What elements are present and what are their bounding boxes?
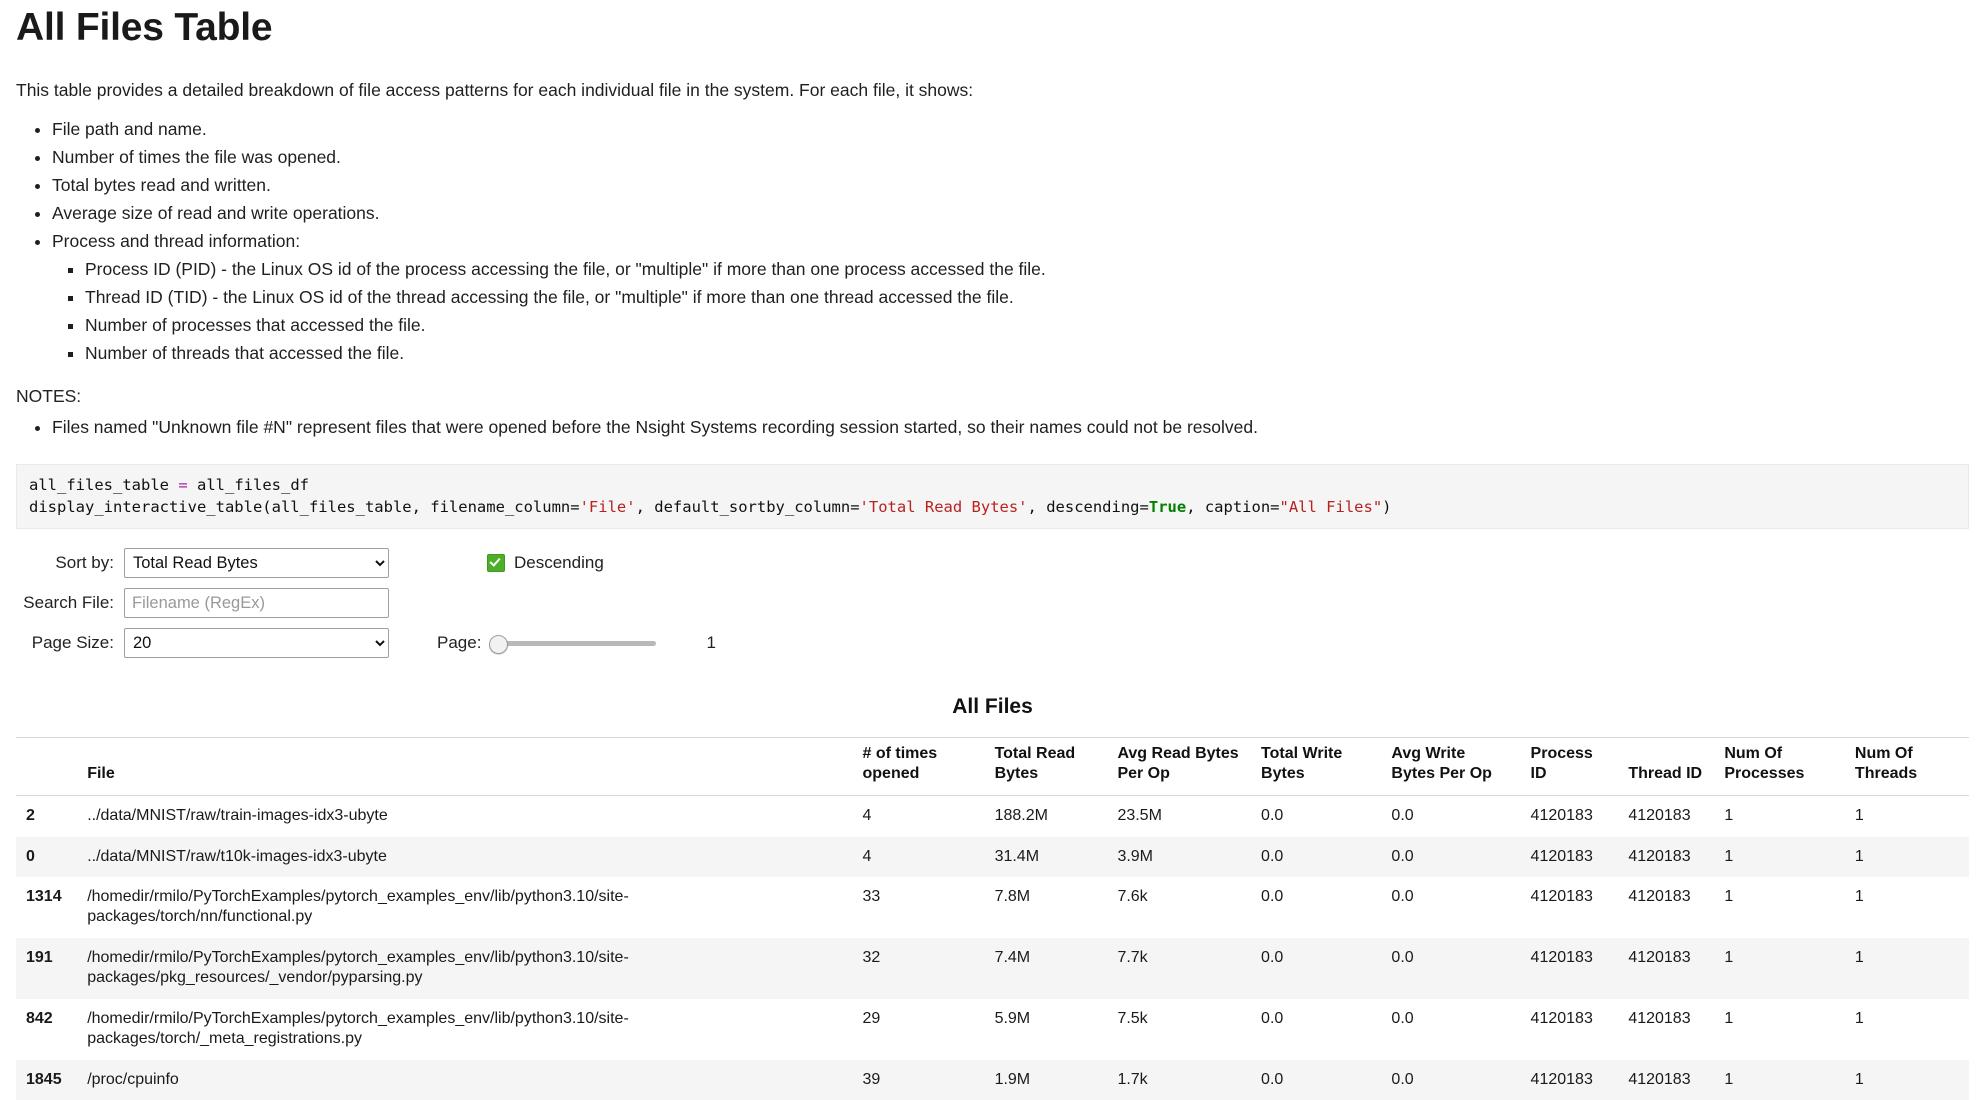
row-avg-write: 0.0 (1391, 948, 1414, 966)
row-file: /homedir/rmilo/PyTorchExamples/pytorch_examples_env/lib/python3.10/site-packages/torch/_meta_registrations.py (87, 1009, 629, 1048)
list-item: ▪ Thread ID (TID) - the Linux OS id of the thread accessing the file, or "multiple" if more than one thread accessed the file. (85, 287, 1969, 308)
row-thread-id: 4120183 (1628, 948, 1691, 966)
column-header-thread-id[interactable]: Thread ID (1618, 738, 1714, 796)
row-num-threads: 1 (1854, 948, 1864, 966)
row-process-id: 4120183 (1530, 807, 1593, 825)
search-row (16, 583, 1969, 623)
row-times-opened: 33 (862, 887, 881, 905)
sort-row (16, 543, 1969, 583)
column-header-total-write-bytes[interactable]: Total Write Bytes (1251, 738, 1381, 796)
page-size-row (16, 623, 1969, 663)
checkmark-icon[interactable] (487, 554, 505, 572)
table-row[interactable] (16, 877, 1969, 938)
list-item: ▪ Number of processes that accessed the file. (85, 315, 1969, 336)
table-body (16, 796, 1969, 1100)
code-string: 'Total Read Bytes' (859, 498, 1028, 516)
row-total-read: 5.9M (994, 1009, 1031, 1027)
page-label: Page: (437, 633, 482, 652)
row-process-id: 4120183 (1530, 1070, 1593, 1088)
row-process-id: 4120183 (1530, 887, 1593, 905)
column-header-avg-read-bytes[interactable]: Avg Read Bytes Per Op (1107, 738, 1251, 796)
process-thread-sublist (52, 259, 1969, 364)
column-header-index[interactable] (16, 738, 77, 796)
table-row[interactable] (16, 999, 1969, 1060)
row-avg-write: 0.0 (1391, 887, 1414, 905)
row-file: ../data/MNIST/raw/t10k-images-idx3-ubyte (87, 847, 387, 865)
table-row[interactable] (16, 837, 1969, 877)
descending-checkbox[interactable] (487, 553, 604, 573)
slider-handle[interactable] (489, 635, 508, 654)
row-num-processes: 1 (1724, 1070, 1734, 1088)
row-total-write: 0.0 (1261, 1070, 1284, 1088)
row-thread-id: 4120183 (1628, 847, 1691, 865)
table-caption: All Files (952, 695, 1033, 718)
row-index: 842 (26, 1009, 53, 1027)
document-page (0, 6, 1985, 1100)
column-header-file[interactable]: File (77, 738, 852, 796)
row-total-write: 0.0 (1261, 948, 1284, 966)
list-item (52, 231, 1969, 364)
row-process-id: 4120183 (1530, 847, 1593, 865)
row-file: /homedir/rmilo/PyTorchExamples/pytorch_examples_env/lib/python3.10/site-packages/torch/nn/functional.py (87, 887, 629, 926)
row-avg-read: 7.7k (1117, 948, 1148, 966)
code-suffix: ) (1382, 498, 1392, 516)
row-total-write: 0.0 (1261, 847, 1284, 865)
code-sep: , default_sortby_column= (635, 498, 860, 516)
column-header-avg-write-bytes[interactable]: Avg Write Bytes Per Op (1381, 738, 1520, 796)
column-header-times-opened[interactable]: # of times opened (853, 738, 985, 796)
row-times-opened: 4 (862, 847, 872, 865)
row-times-opened: 4 (862, 807, 872, 825)
table-row[interactable] (16, 1060, 1969, 1100)
row-num-processes: 1 (1724, 807, 1734, 825)
row-total-read: 7.8M (994, 887, 1031, 905)
notes-list (16, 417, 1969, 438)
code-operator: = (178, 476, 188, 494)
page-title: All Files Table (16, 6, 273, 49)
row-total-write: 0.0 (1261, 887, 1284, 905)
code-boolean: True (1148, 498, 1187, 516)
row-num-threads: 1 (1854, 807, 1864, 825)
row-num-threads: 1 (1854, 1009, 1864, 1027)
row-thread-id: 4120183 (1628, 1009, 1691, 1027)
row-num-threads: 1 (1854, 847, 1864, 865)
table-row[interactable] (16, 938, 1969, 999)
row-num-processes: 1 (1724, 847, 1734, 865)
row-total-read: 188.2M (994, 807, 1048, 825)
code-string: 'File' (579, 498, 636, 516)
sort-by-label: Sort by: (55, 553, 114, 572)
descending-label: Descending (514, 553, 604, 572)
row-times-opened: 32 (862, 948, 881, 966)
row-avg-read: 7.5k (1117, 1009, 1148, 1027)
column-header-num-threads[interactable]: Num Of Threads (1845, 738, 1969, 796)
row-total-read: 7.4M (994, 948, 1031, 966)
code-rhs: all_files_df (197, 476, 309, 494)
row-avg-write: 0.0 (1391, 847, 1414, 865)
row-avg-read: 1.7k (1117, 1070, 1148, 1088)
row-thread-id: 4120183 (1628, 1070, 1691, 1088)
header-row (16, 738, 1969, 796)
row-total-write: 0.0 (1261, 1009, 1284, 1027)
table-row[interactable] (16, 796, 1969, 837)
row-avg-read: 23.5M (1117, 807, 1162, 825)
code-sep: , caption= (1186, 498, 1280, 516)
row-times-opened: 29 (862, 1009, 881, 1027)
row-index: 2 (26, 807, 35, 825)
row-file: /homedir/rmilo/PyTorchExamples/pytorch_examples_env/lib/python3.10/site-packages/pkg_resources/_vendor/pyparsing.py (87, 948, 629, 987)
row-process-id: 4120183 (1530, 1009, 1593, 1027)
row-num-threads: 1 (1854, 1070, 1864, 1088)
row-num-threads: 1 (1854, 887, 1864, 905)
code-variable: all_files_table (29, 476, 169, 494)
intro-paragraph: This table provides a detailed breakdown of file access patterns for each individual file in the system. For each file, it shows: (16, 80, 974, 100)
code-string: "All Files" (1279, 498, 1383, 516)
row-num-processes: 1 (1724, 887, 1734, 905)
row-process-id: 4120183 (1530, 948, 1593, 966)
page-slider[interactable] (491, 641, 656, 646)
row-total-write: 0.0 (1261, 807, 1284, 825)
list-item: ▪ Number of threads that accessed the file. (85, 343, 1969, 364)
list-item: • Total bytes read and written. (52, 175, 1969, 196)
row-index: 1314 (26, 887, 62, 905)
table-header (16, 738, 1969, 796)
code-sep: , descending= (1027, 498, 1149, 516)
row-total-read: 31.4M (994, 847, 1040, 865)
column-header-num-processes[interactable]: Num Of Processes (1714, 738, 1845, 796)
row-avg-write: 0.0 (1391, 807, 1414, 825)
list-item-label: Process and thread information: (52, 231, 301, 251)
row-times-opened: 39 (862, 1070, 881, 1088)
page-size-label: Page Size: (31, 633, 114, 652)
list-item: • File path and name. (52, 119, 1969, 140)
row-total-read: 1.9M (994, 1070, 1031, 1088)
list-item: • Files named "Unknown file #N" represent files that were opened before the Nsight Systems recording session started, so their names could not be resolved. (52, 417, 1969, 438)
row-index: 1845 (26, 1070, 62, 1088)
list-item: ▪ Process ID (PID) - the Linux OS id of the process accessing the file, or "multiple" if more than one process accessed the file. (85, 259, 1969, 280)
list-item: • Average size of read and write operations. (52, 203, 1969, 224)
row-file: ../data/MNIST/raw/train-images-idx3-ubyte (87, 807, 388, 825)
page-slider-group[interactable] (437, 633, 716, 653)
feature-list (16, 119, 1969, 364)
row-avg-read: 7.6k (1117, 887, 1148, 905)
row-avg-write: 0.0 (1391, 1009, 1414, 1027)
row-thread-id: 4120183 (1628, 887, 1691, 905)
row-file: /proc/cpuinfo (87, 1070, 179, 1088)
search-file-label: Search File: (23, 593, 114, 612)
table-controls (16, 543, 1969, 663)
row-avg-write: 0.0 (1391, 1070, 1414, 1088)
column-header-total-read-bytes[interactable]: Total Read Bytes (985, 738, 1108, 796)
row-index: 0 (26, 847, 35, 865)
row-avg-read: 3.9M (1117, 847, 1154, 865)
sort-by-select[interactable] (124, 548, 389, 578)
row-index: 191 (26, 948, 53, 966)
column-header-process-id[interactable]: Process ID (1521, 738, 1619, 796)
notes-label: NOTES: (16, 386, 82, 406)
page-number-value: 1 (706, 633, 716, 652)
code-call-prefix: display_interactive_table(all_files_table, filename_column= (29, 498, 580, 516)
search-input[interactable] (124, 588, 389, 618)
row-thread-id: 4120183 (1628, 807, 1691, 825)
all-files-table (16, 737, 1969, 1100)
row-num-processes: 1 (1724, 948, 1734, 966)
list-item: • Number of times the file was opened. (52, 147, 1969, 168)
code-block (16, 464, 1969, 529)
page-size-select[interactable] (124, 628, 389, 658)
row-num-processes: 1 (1724, 1009, 1734, 1027)
